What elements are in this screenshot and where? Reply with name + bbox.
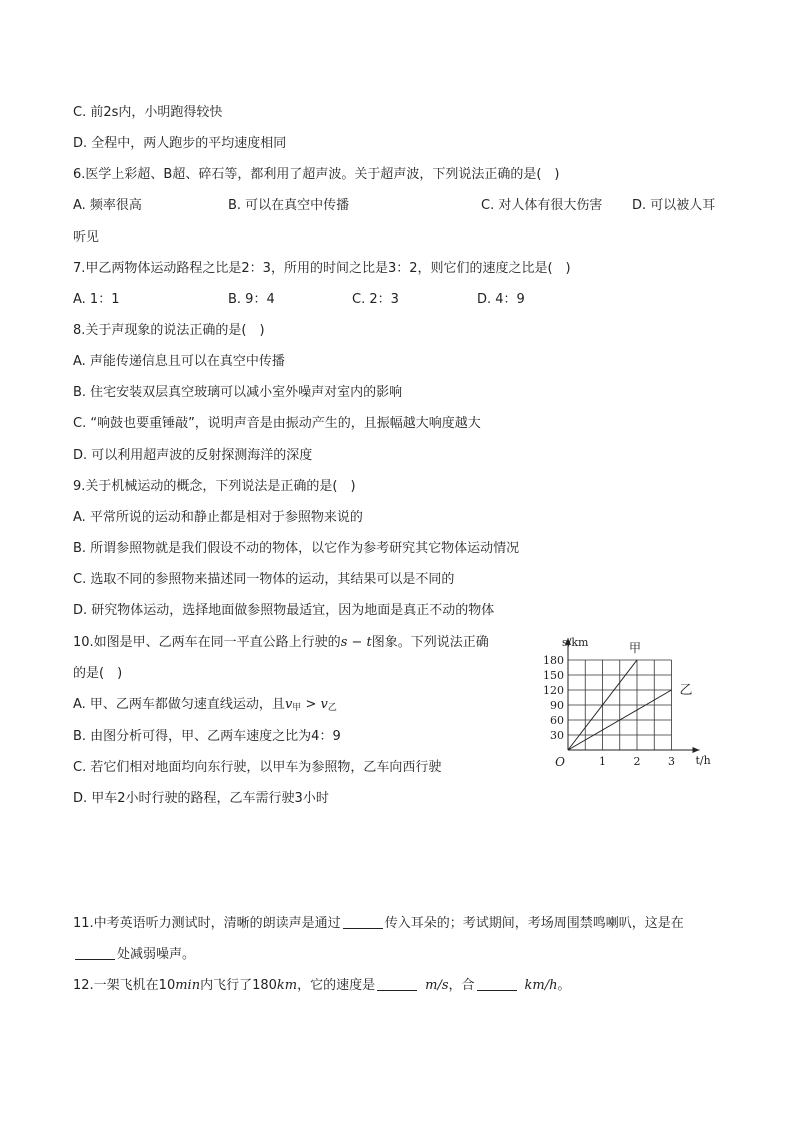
q8-stem: 8.关于声现象的说法正确的是( ) <box>73 323 265 338</box>
y-axis-label: s/km <box>562 636 589 649</box>
y-tick-label: 60 <box>550 714 564 727</box>
q5-option-c: C. 前2s内，小明跑得较快 <box>73 105 223 120</box>
q10-stem-text-a: 10.如图是甲、乙两车在同一平直公路上行驶的 <box>73 635 341 650</box>
q7-stem: 7.甲乙两物体运动路程之比是2：3，所用的时间之比是3：2，则它们的速度之比是( ) <box>73 261 571 276</box>
q9-option-d: D. 研究物体运动，选择地面做参照物最适宜，因为地面是真正不动的物体 <box>73 603 495 618</box>
q12-text-5: 。 <box>557 978 571 993</box>
q10-option-b: B. 由图分析可得，甲、乙两车速度之比为4：9 <box>73 729 341 744</box>
q12-text-1: 12.一架飞机在10 <box>73 978 176 993</box>
q12-blank-2 <box>477 976 517 991</box>
q10-v1: v <box>284 697 293 712</box>
q10-stem-variable: s − t <box>340 635 372 650</box>
q8-option-c: C. “响鼓也要重锤敲”，说明声音是由振动产生的，且振幅越大响度越大 <box>73 416 481 431</box>
q10-v2-sub: 乙 <box>327 703 337 713</box>
q11-text-1: 11.中考英语听力测试时，清晰的朗读声是通过 <box>73 916 341 931</box>
y-tick-label: 180 <box>543 654 564 667</box>
q12-unit-km: km <box>276 978 298 993</box>
y-tick-label: 30 <box>550 729 564 742</box>
q10-stem-text-b: 图象。下列说法正确 <box>371 635 489 650</box>
q6-option-c: C. 对人体有很大伤害 <box>481 198 603 213</box>
q8-option-a: A. 声能传递信息且可以在真空中传播 <box>73 354 285 369</box>
q6-option-a: A. 频率很高 <box>73 198 142 213</box>
q8-option-d: D. 可以利用超声波的反射探测海洋的深度 <box>73 448 313 463</box>
q11-blank-1 <box>343 914 383 929</box>
q12-unit-kmh: km/h <box>524 978 558 993</box>
q11-text-2: 传入耳朵的；考试期间，考场周围禁鸣喇叭，这是在 <box>384 916 684 931</box>
q9-option-b: B. 所谓参照物就是我们假设不动的物体，以它作为参考研究其它物体运动情况 <box>73 541 520 556</box>
y-tick-label: 90 <box>550 699 564 712</box>
q10-v1-sub: 甲 <box>292 703 302 713</box>
q12-line <box>73 976 571 996</box>
x-axis-label: t/h <box>695 754 711 767</box>
q7-option-b: B. 9：4 <box>228 292 275 307</box>
x-tick-label: 2 <box>633 755 641 768</box>
x-axis-arrow <box>693 747 700 753</box>
q12-blank-1 <box>377 976 417 991</box>
chart-grid <box>568 660 672 750</box>
q11-text-3: 处减弱噪声。 <box>117 947 196 962</box>
y-tick-label: 150 <box>543 669 564 682</box>
q11-line1 <box>73 914 684 934</box>
q10-gt: > <box>301 697 321 712</box>
q6-option-d: D. 可以被人耳 <box>632 198 716 213</box>
q6-option-b: B. 可以在真空中传播 <box>228 198 350 213</box>
q7-option-a: A. 1：1 <box>73 292 120 307</box>
q11-blank-2 <box>75 945 115 960</box>
series-label-yi: 乙 <box>679 683 693 698</box>
q7-option-d: D. 4：9 <box>477 292 525 307</box>
q12-text-4: ，合 <box>448 978 475 993</box>
q5-option-d: D. 全程中，两人跑步的平均速度相同 <box>73 136 287 151</box>
origin-label: O <box>555 755 565 769</box>
q9-stem: 9.关于机械运动的概念，下列说法是正确的是( ) <box>73 479 356 494</box>
q10-option-d: D. 甲车2小时行驶的路程，乙车需行驶3小时 <box>73 791 329 806</box>
q10-stem-line1 <box>73 633 489 653</box>
q10-stem-line2: 的是( ) <box>73 666 123 681</box>
q10-option-c: C. 若它们相对地面均向东行驶，以甲车为参照物，乙车向西行驶 <box>73 760 442 775</box>
q6-stem: 6.医学上彩超、B超、碎石等，都利用了超声波。关于超声波，下列说法正确的是( ) <box>73 167 560 182</box>
q11-line2 <box>73 945 195 965</box>
q12-text-3: ，它的速度是 <box>297 978 376 993</box>
q12-text-2: 内飞行了180 <box>200 978 277 993</box>
q9-option-a: A. 平常所说的运动和静止都是相对于参照物来说的 <box>73 510 363 525</box>
x-tick-label: 1 <box>599 755 606 768</box>
q9-option-c: C. 选取不同的参照物来描述同一物体的运动，其结果可以是不同的 <box>73 572 455 587</box>
q12-unit-ms: m/s <box>425 978 449 993</box>
q10-v2: v <box>320 697 328 712</box>
q10-option-a-text: A. 甲、乙两车都做匀速直线运动，且 <box>73 697 285 712</box>
q7-option-c: C. 2：3 <box>352 292 399 307</box>
q12-unit-min: min <box>175 978 201 993</box>
x-tick-label: 3 <box>668 755 675 768</box>
q10-st-chart <box>530 630 730 775</box>
q6-option-d-continued: 听见 <box>73 230 100 245</box>
q10-option-a <box>73 695 337 718</box>
series-label-jia: 甲 <box>629 641 642 655</box>
y-tick-label: 120 <box>543 684 564 697</box>
q8-option-b: B. 住宅安装双层真空玻璃可以减小室外噪声对室内的影响 <box>73 385 403 400</box>
